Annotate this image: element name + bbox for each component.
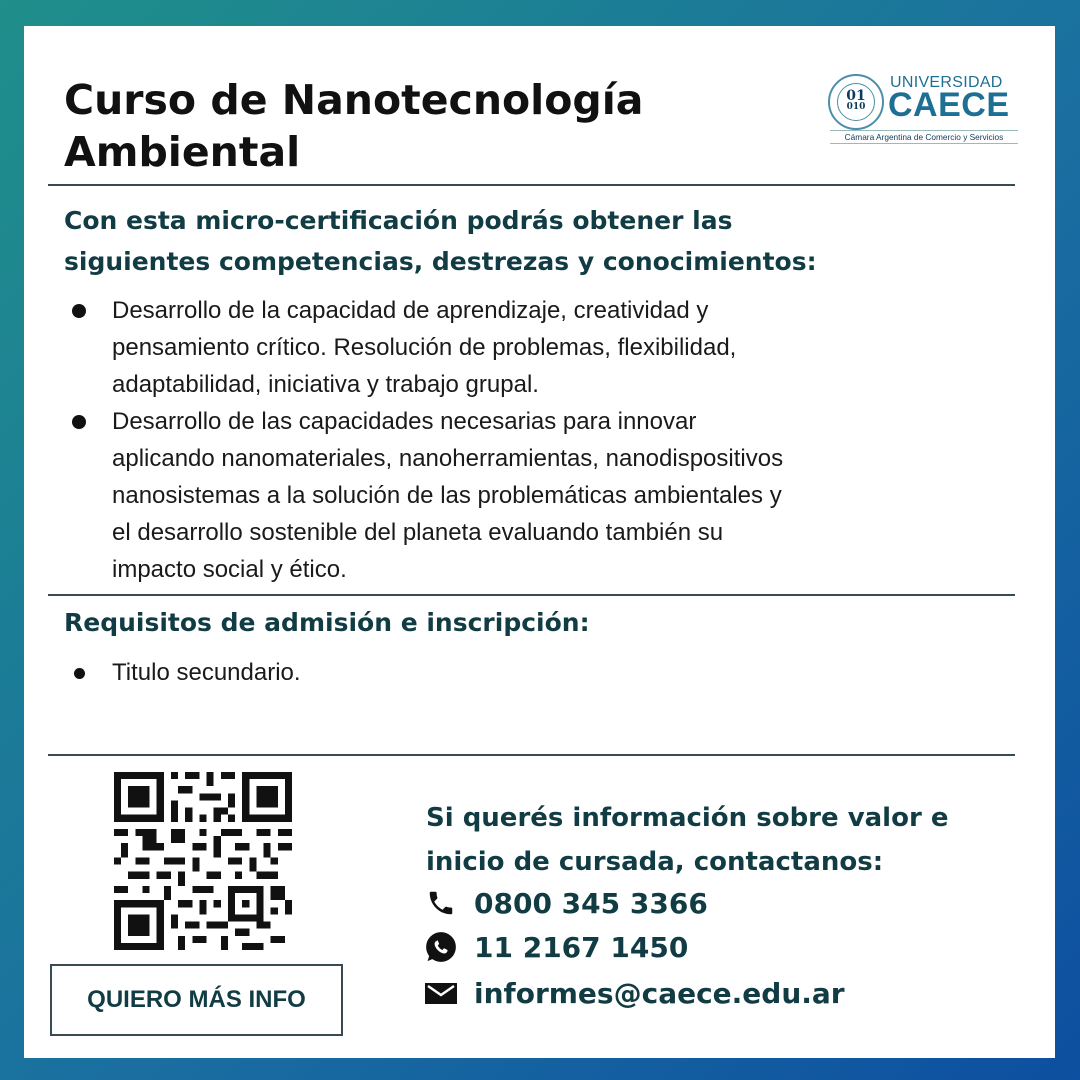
requirements-list bbox=[64, 654, 301, 691]
competencies-heading: Con esta micro-certificación podrás obtener las siguientes competencias, destrezas y conocimientos: bbox=[64, 206, 817, 276]
list-item: Desarrollo de la capacidad de aprendizaje, creatividad y pensamiento crítico. Resolución de problemas, flexibilidad, adaptabilidad, iniciativa y trabajo grupal. bbox=[64, 292, 783, 403]
email-row[interactable] bbox=[424, 976, 845, 1010]
seal-icon: 01 010 bbox=[828, 74, 884, 130]
phone-row[interactable] bbox=[424, 886, 708, 920]
divider bbox=[48, 594, 1015, 596]
flyer-card bbox=[24, 26, 1055, 1058]
bullet-icon bbox=[74, 668, 85, 679]
page-title: Curso de Nanotecnología Ambiental bbox=[64, 76, 644, 176]
whatsapp-icon bbox=[424, 930, 458, 964]
bullet-icon bbox=[72, 415, 86, 429]
divider bbox=[48, 184, 1015, 186]
more-info-button[interactable]: QUIERO MÁS INFO bbox=[50, 964, 343, 1036]
qr-code[interactable] bbox=[114, 772, 292, 950]
requirements-heading: Requisitos de admisión e inscripción: bbox=[64, 608, 590, 637]
mail-icon bbox=[424, 976, 458, 1010]
caece-logo bbox=[828, 72, 1018, 144]
list-item: Desarrollo de las capacidades necesarias para innovar aplicando nanomateriales, nanoherramientas, nanodispositivos nanosistemas a la solución de las problemáticas ambientales y el desarrollo sostenible del planeta evaluando también su impacto social y ético. bbox=[64, 403, 783, 588]
logo-subtitle: Cámara Argentina de Comercio y Servicios bbox=[830, 130, 1018, 144]
phone-icon bbox=[424, 886, 458, 920]
phone-number[interactable]: 0800 345 3366 bbox=[474, 886, 708, 920]
logo-univ-text: UNIVERSIDAD bbox=[890, 74, 1003, 91]
bullet-icon bbox=[72, 304, 86, 318]
competencies-list bbox=[64, 292, 783, 588]
whatsapp-number[interactable]: 11 2167 1450 bbox=[474, 930, 689, 964]
contact-text: Si querés información sobre valor e inicio de cursada, contactanos: bbox=[426, 803, 949, 877]
whatsapp-row[interactable] bbox=[424, 930, 688, 964]
divider bbox=[48, 754, 1015, 756]
logo-name: CAECE bbox=[888, 86, 1010, 124]
email-address[interactable]: informes@caece.edu.ar bbox=[474, 976, 845, 1010]
list-item: Titulo secundario. bbox=[64, 654, 301, 691]
